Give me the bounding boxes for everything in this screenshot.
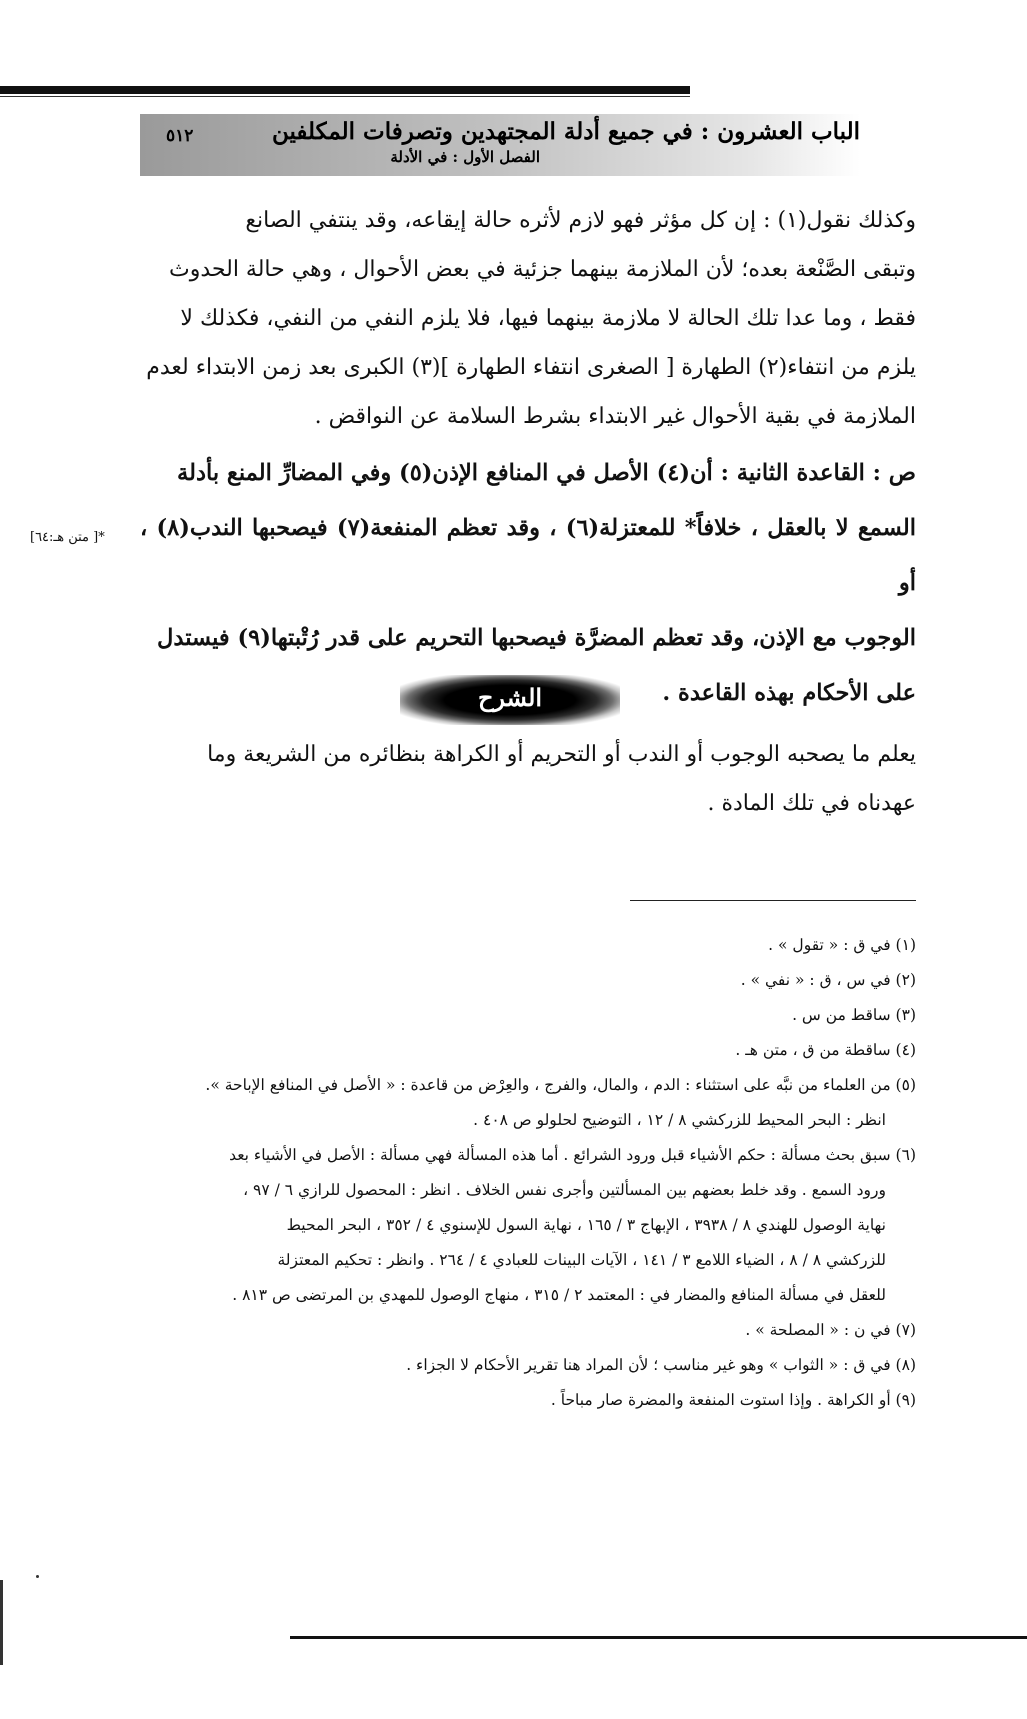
text-line: ص : القاعدة الثانية : أن(٤) الأصل في المنافع الإذن(٥) وفي المضارِّ المنع بأدلة xyxy=(177,460,916,486)
text-line: فقط ، وما عدا تلك الحالة لا ملازمة بينهما فيها، فلا يلزم النفي من النفي، فكذلك لا xyxy=(180,306,916,331)
page-number: ٥١٢ xyxy=(166,126,194,146)
text-line: عهدناه في تلك المادة . xyxy=(707,791,916,816)
text-line: يعلم ما يصحبه الوجوب أو الندب أو التحريم أو الكراهة بنظائره من الشريعة وما xyxy=(207,742,916,767)
text-line: وكذلك نقول(١) : إن كل مؤثر فهو لازم لأثره حالة إيقاعه، وقد ينتفي الصانع xyxy=(245,208,916,233)
footnote-5-continuation: انظر : البحر المحيط للزركشي ٨ / ١٢ ، التوضيح لحلولو ص ٤٠٨ . xyxy=(473,1111,886,1129)
scan-speck xyxy=(36,1575,39,1578)
footnote-2: (٢) في س ، ق : « نفي » . xyxy=(740,971,916,989)
footnote-separator xyxy=(630,900,916,901)
footnote-3: (٣) ساقط من س . xyxy=(792,1006,916,1024)
footnote-7: (٧) في ن : « المصلحة » . xyxy=(745,1321,916,1339)
footnote-9: (٩) أو الكراهة . وإذا استوت المنفعة والمضرة صار مباحاً . xyxy=(550,1391,916,1409)
footnote-4: (٤) ساقطة من ق ، متن هـ . xyxy=(735,1041,916,1059)
footnote-6-continuation: للعقل في مسألة المنافع والمضار في : المعتمد ٢ / ٣١٥ ، منهاج الوصول للمهدي بن المرتضى ص ٨١٣ . xyxy=(232,1286,886,1304)
footnotes xyxy=(140,928,916,1418)
top-rule xyxy=(0,86,690,94)
footnote-5: (٥) من العلماء من نبَّه على استثناء : الدم ، والمال، والفرج ، والعِرْض من قاعدة : « الأصل في المنافع الإباحة ». xyxy=(205,1076,916,1094)
sharh-paragraph xyxy=(140,730,916,828)
footnote-6-continuation: ورود السمع . وقد خلط بعضهم بين المسألتين وأجرى نفس الخلاف . انظر : المحصول للرازي ٦ / ٩٧ ، xyxy=(243,1181,886,1199)
text-line: على الأحكام بهذه القاعدة . xyxy=(662,680,916,706)
bottom-rule xyxy=(290,1636,1027,1639)
running-header xyxy=(140,114,860,176)
sharh-label: الشرح xyxy=(477,683,543,712)
scan-edge-mark xyxy=(0,1580,3,1665)
text-line: وتبقى الصَّنْعة بعده؛ لأن الملازمة بينهما جزئية في بعض الأحوال ، وهي حالة الحدوث xyxy=(169,257,916,282)
footnote-6-continuation: للزركشي ٨ / ٨ ، الضياء اللامع ٣ / ١٤١ ، الآيات البينات للعبادي ٤ / ٢٦٤ . وانظر : تحكيم المعتزلة xyxy=(277,1251,886,1269)
footnote-8: (٨) في ق : « الثواب » وهو غير مناسب ؛ لأن المراد هنا تقرير الأحكام لا الجزاء . xyxy=(406,1356,916,1374)
sharh-heading xyxy=(400,675,620,725)
footnote-1: (١) في ق : « تقول » . xyxy=(768,936,916,954)
body-paragraph xyxy=(140,196,916,441)
text-line: الوجوب مع الإذن، وقد تعظم المضرَّة فيصحبها التحريم على قدر رُتْبتها(٩) فيستدل xyxy=(157,625,916,651)
section-title: الفصل الأول : في الأدلة xyxy=(390,148,540,166)
chapter-title: الباب العشرون : في جميع أدلة المجتهدين وتصرفات المكلفين xyxy=(271,118,860,145)
text-line: يلزم من انتفاء(٢) الطهارة [ الصغرى انتفاء الطهارة ](٣) الكبرى بعد زمن الابتداء لعدم xyxy=(146,355,916,380)
margin-note: *[ متن هـ:٦٤] xyxy=(30,530,105,545)
footnote-6: (٦) سبق بحث مسألة : حكم الأشياء قبل ورود الشرائع . أما هذه المسألة فهي مسألة : الأصل في الأشياء بعد xyxy=(229,1146,916,1164)
footnote-6-continuation: نهاية الوصول للهندي ٨ / ٣٩٣٨ ، الإبهاج ٣ / ١٦٥ ، نهاية السول للإسنوي ٤ / ٣٥٢ ، البحر المحيط xyxy=(286,1216,886,1234)
top-rule-thin xyxy=(0,96,690,97)
text-line: الملازمة في بقية الأحوال غير الابتداء بشرط السلامة عن النواقض . xyxy=(314,404,916,429)
text-line: السمع لا بالعقل ، خلافاً* للمعتزلة(٦) ، وقد تعظم المنفعة(٧) فيصحبها الندب(٨) ، أو xyxy=(140,515,916,596)
